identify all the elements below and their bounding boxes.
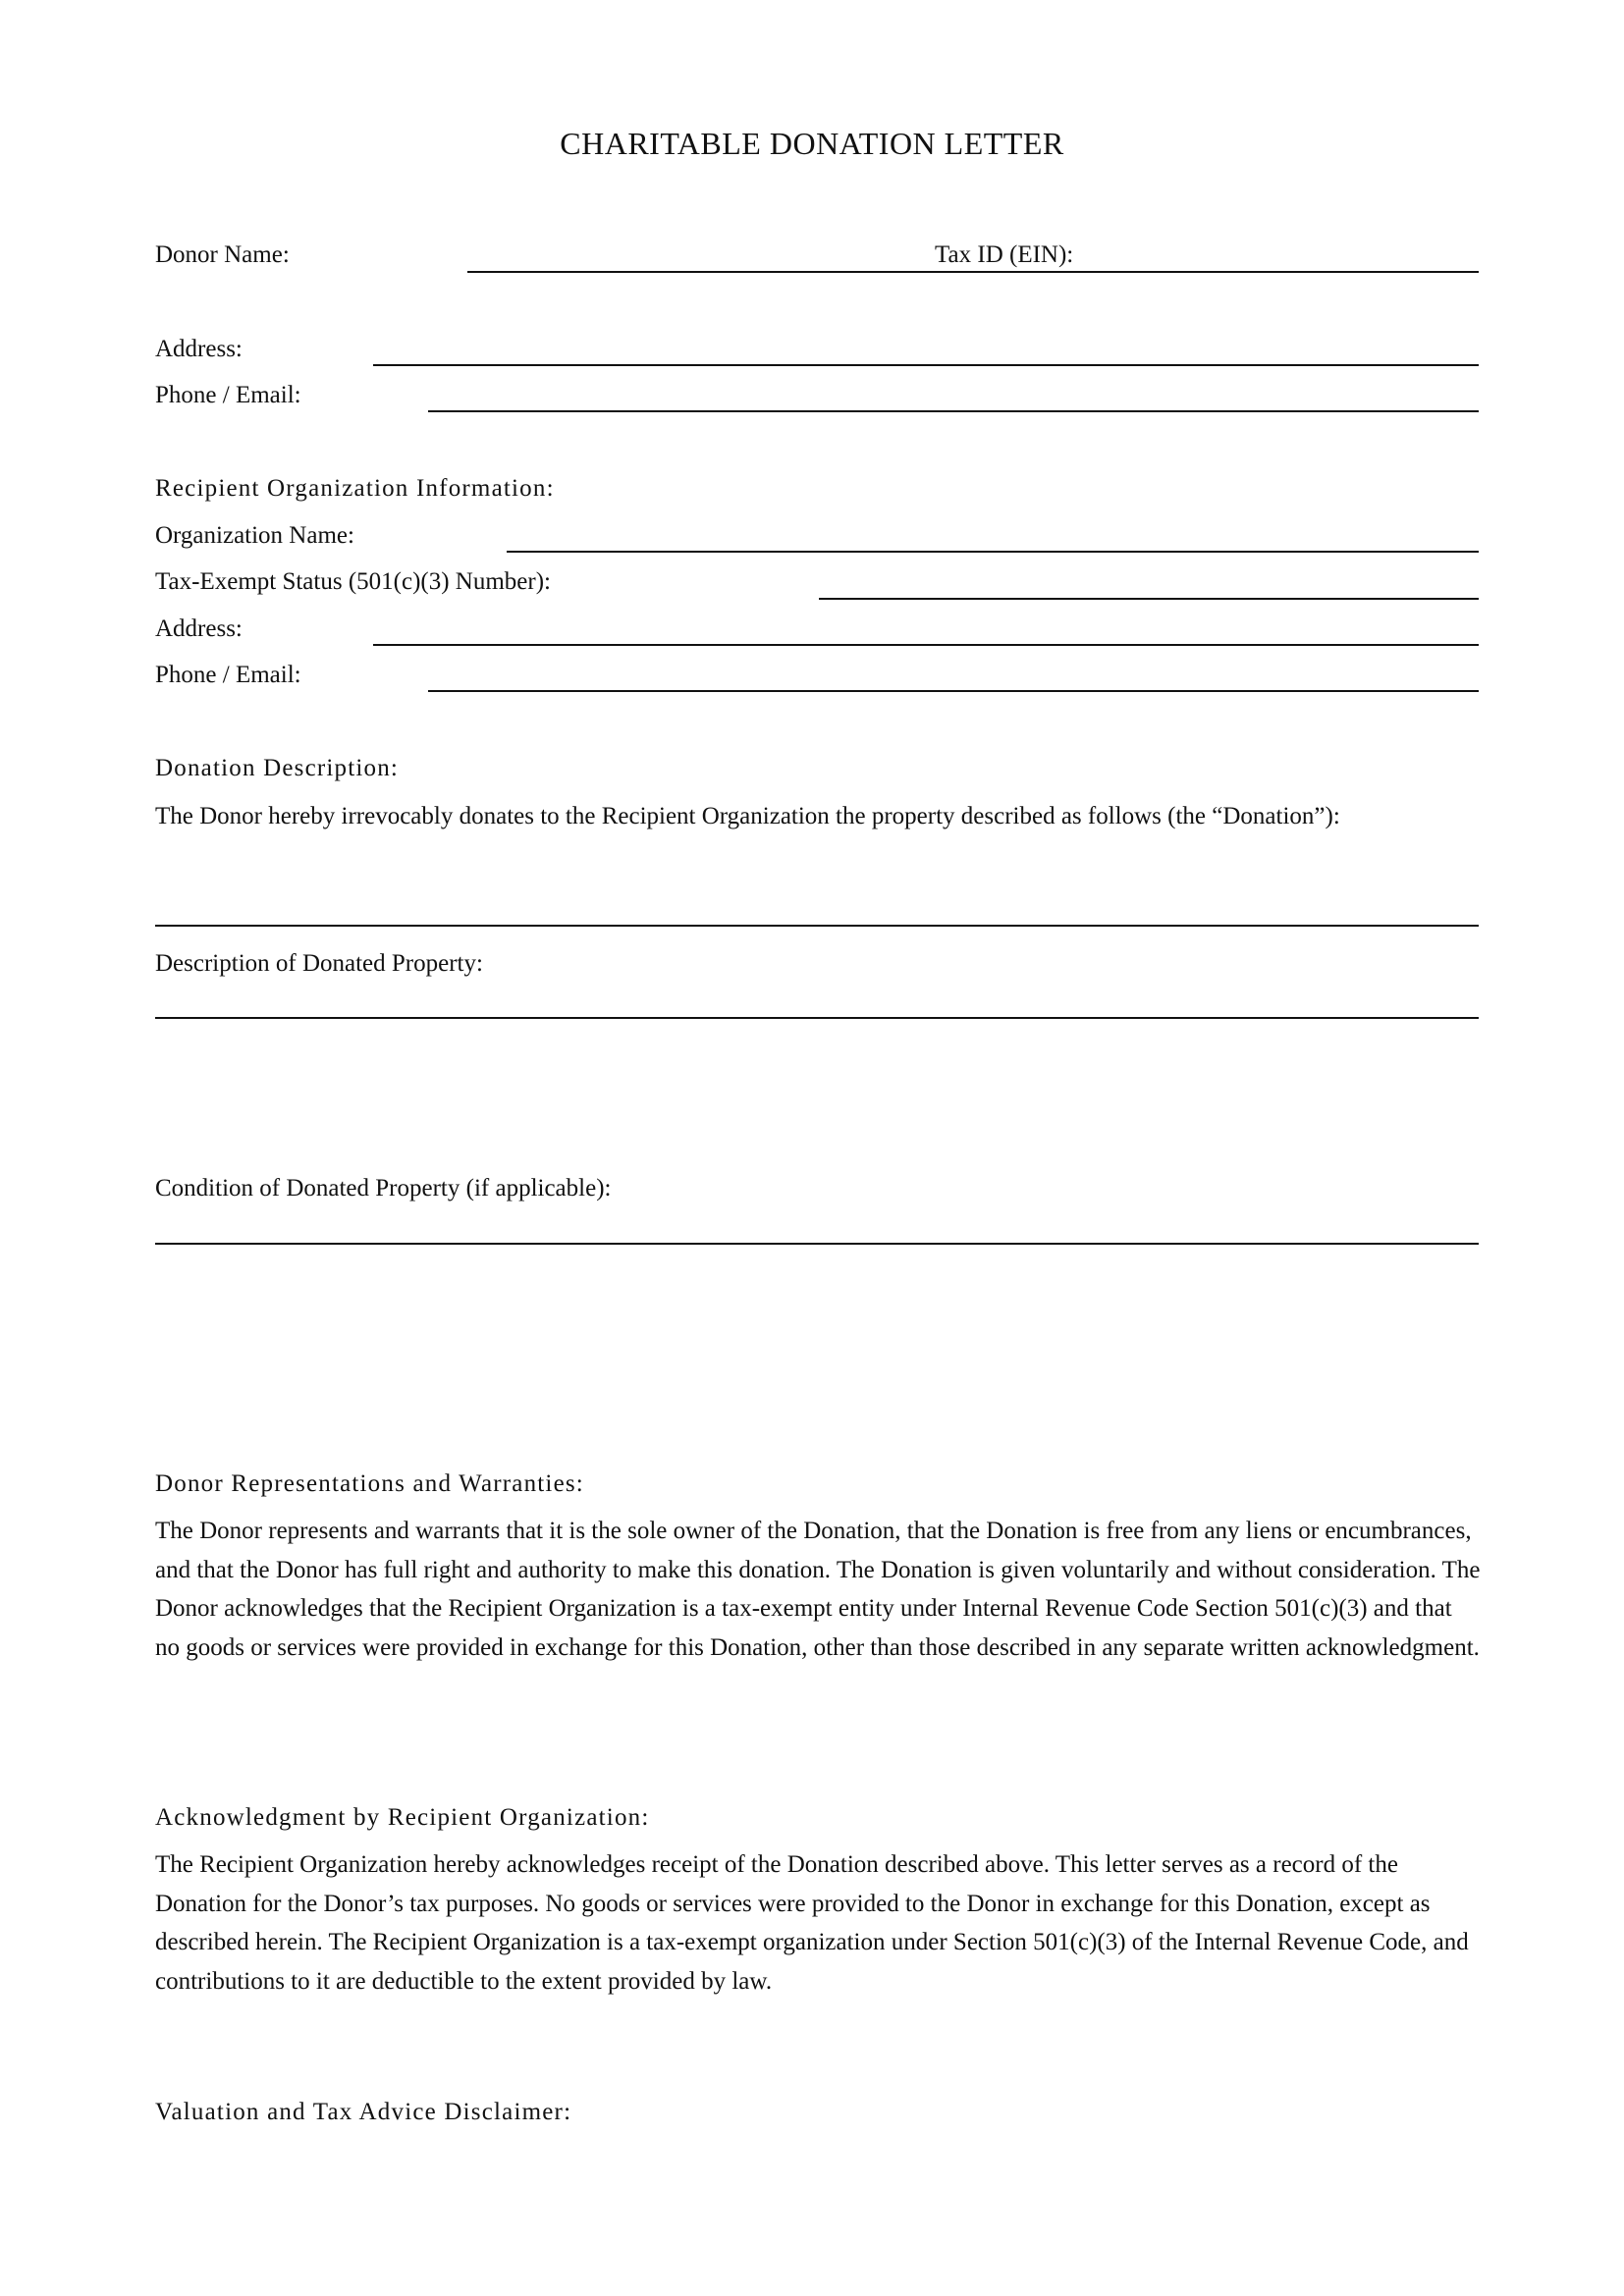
recipient-address-label: Address:	[155, 615, 243, 642]
donation-line[interactable]	[155, 925, 1479, 927]
org-name-line[interactable]	[507, 551, 1479, 553]
org-name-label: Organization Name:	[155, 522, 354, 549]
donation-intro-text: The Donor hereby irrevocably donates to the Recipient Organization the property described as follows (the “Donation”):	[155, 803, 1340, 829]
representations-heading: Donor Representations and Warranties:	[155, 1470, 584, 1497]
property-condition-label: Condition of Donated Property (if applicable):	[155, 1175, 612, 1201]
tax-exempt-label: Tax-Exempt Status (501(c)(3) Number):	[155, 568, 551, 595]
property-condition-line[interactable]	[155, 1243, 1479, 1245]
tax-exempt-line[interactable]	[819, 598, 1479, 600]
donor-address-label: Address:	[155, 336, 243, 362]
recipient-phone-email-label: Phone / Email:	[155, 662, 301, 688]
recipient-heading: Recipient Organization Information:	[155, 475, 555, 502]
recipient-address-line[interactable]	[373, 644, 1479, 646]
representations-text: The Donor represents and warrants that it is the sole owner of the Donation, that the Donation is free from any liens or encumbrances, and that the Donor has full right and authority to make this donation. The Donation is given voluntarily and without consideration. The Donor acknowledges that the Recipient Organization is a tax-exempt entity under Internal Revenue Code Section 501(c)(3) and that no goods or services were provided in exchange for this Donation, other than those described in any separate written acknowledgment.	[155, 1518, 1481, 1661]
donor-address-line[interactable]	[373, 364, 1479, 366]
recipient-phone-email-line[interactable]	[428, 690, 1479, 692]
property-description-line[interactable]	[155, 1017, 1479, 1019]
property-description-label: Description of Donated Property:	[155, 950, 483, 977]
donation-heading: Donation Description:	[155, 755, 400, 781]
document-title: CHARITABLE DONATION LETTER	[560, 126, 1064, 161]
donor-name-line[interactable]	[467, 271, 1479, 273]
acknowledgment-heading: Acknowledgment by Recipient Organization:	[155, 1804, 650, 1831]
donor-phone-email-line[interactable]	[428, 410, 1479, 412]
disclaimer-heading: Valuation and Tax Advice Disclaimer:	[155, 2099, 572, 2125]
donor-phone-email-label: Phone / Email:	[155, 382, 301, 408]
tax-id-label: Tax ID (EIN):	[935, 241, 1074, 268]
donor-name-label: Donor Name:	[155, 241, 290, 268]
acknowledgment-text: The Recipient Organization hereby acknowledges receipt of the Donation described above. This letter serves as a record of the Donation for the Donor’s tax purposes. No goods or services were provided to the Donor in exchange for this Donation, except as described herein. The Recipient Organization is a tax-exempt organization under Section 501(c)(3) of the Internal Revenue Code, and contributions to it are deductible to the extent provided by law.	[155, 1851, 1469, 1995]
